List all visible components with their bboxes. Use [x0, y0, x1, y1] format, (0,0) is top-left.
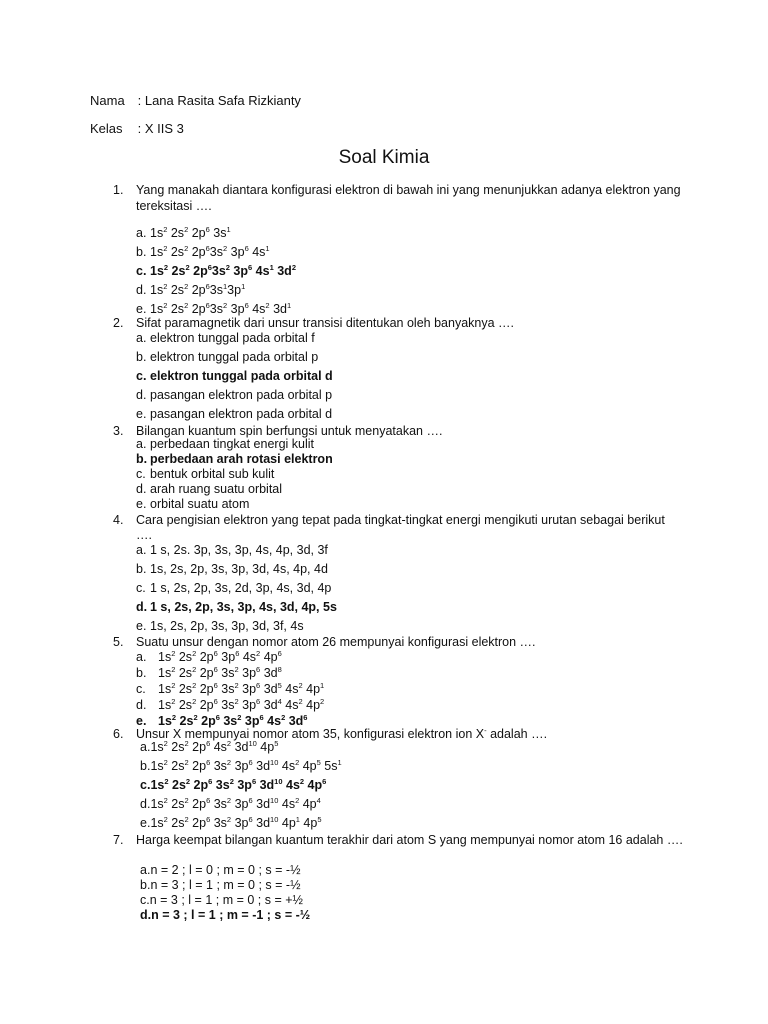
option-q2-c-answer: c. elektron tunggal pada orbital d [136, 369, 333, 383]
option-q5-c: c. $1s^2$ $2s^2$ $2p^6$ $3s^2$ $3p^6$ $3d^5$ $4s^2$ $4p^1$ [136, 681, 325, 696]
option-q4-e: e. 1s, 2s, 2p, 3s, 3p, 3d, 3f, 4s [136, 619, 304, 633]
question-stem: Yang manakah diantara konfigurasi elektron di bawah ini yang menunjukkan adanya elektron yang tereksitasi …. [136, 183, 681, 213]
option-q7-a: a.n = 2 ; l = 0 ; m = 0 ; s = -½ [140, 863, 301, 877]
question-number: 6. [113, 727, 124, 741]
option-q7-d-answer: d.n = 3 ; l = 1 ; m = -1 ; s = -½ [140, 908, 311, 922]
nama-value: : Lana Rasita Safa Rizkianty [137, 93, 301, 108]
page-title: Soal Kimia [338, 147, 430, 168]
question-number: 5. [113, 635, 124, 649]
question-number: 3. [113, 424, 124, 438]
option-q4-c: c. 1 s, 2s, 2p, 3s, 2d, 3p, 4s, 3d, 4p [136, 581, 332, 595]
question-stem: Harga keempat bilangan kuantum terakhir dari atom S yang mempunyai nomor atom 16 adalah …. [136, 833, 683, 847]
option-q5-a: a. $1s^2$ $2s^2$ $2p^6$ $3p^6$ $4s^2$ $4p^6$ [136, 649, 282, 664]
option-q3-a: a. perbedaan tingkat energi kulit [136, 437, 315, 451]
question-stem: Suatu unsur dengan nomor atom 26 mempunyai konfigurasi elektron …. [136, 635, 536, 649]
option-q6-e: $e.1s^2$ $2s^2$ $2p^6$ $3s^2$ $3p^6$ $3d^{10}$ $4p^1$ $4p^5$ [140, 815, 322, 830]
question-stem: Sifat paramagnetik dari unsur transisi ditentukan oleh banyaknya …. [136, 316, 514, 330]
option-q6-b: $b.1s^2$ $2s^2$ $2p^6$ $3s^2$ $3p^6$ $3d^{10}$ $4s^2$ $4p^5$ $5s^1$ [140, 758, 342, 773]
option-q1-c-answer: c. $1s^2$ $2s^2$ $2p^63s^2$ $3p^6$ $4s^1$ $3d^2$ [136, 263, 296, 278]
kelas-row [90, 121, 184, 137]
kelas-label: Kelas [90, 121, 123, 136]
option-q3-c: c. bentuk orbital sub kulit [136, 467, 275, 481]
kelas-value: : X IIS 3 [137, 121, 184, 136]
option-q1-b: b. $1s^2$ $2s^2$ $2p^63s^2$ $3p^6$ $4s^1$ [136, 244, 270, 259]
question-4 [113, 513, 683, 543]
question-1 [113, 182, 683, 214]
question-number: 7. [113, 833, 124, 847]
options-q7 [140, 863, 680, 923]
option-q4-a: a. 1 s, 2s. 3p, 3s, 3p, 4s, 4p, 3d, 3f [136, 543, 328, 557]
option-q4-d-answer: d. 1 s, 2s, 2p, 3s, 3p, 4s, 3d, 4p, 5s [136, 600, 337, 614]
options-q2 [136, 329, 676, 424]
option-q6-c-answer: $c.1s^2$ $2s^2$ $2p^6$ $3s^2$ $3p^6$ $3d^{10}$ $4s^2$ $4p^6$ [140, 777, 327, 792]
option-q5-d: d. $1s^2$ $2s^2$ $2p^6$ $3s^2$ $3p^6$ $3d^4$ $4s^2$ $4p^2$ [136, 697, 325, 712]
option-q5-b: b. $1s^2$ $2s^2$ $2p^6$ $3s^2$ $3p^6$ $3d^8$ [136, 665, 282, 680]
option-q7-c: c.n = 3 ; l = 1 ; m = 0 ; s = +½ [140, 893, 303, 907]
options-q3 [136, 437, 676, 512]
question-number: 4. [113, 513, 124, 527]
option-q2-e: e. pasangan elektron pada orbital d [136, 407, 333, 421]
option-q3-b-answer: b. perbedaan arah rotasi elektron [136, 452, 333, 466]
option-q1-e: e. $1s^2$ $2s^2$ $2p^63s^2$ $3p^6$ $4s^2$ $3d^1$ [136, 301, 292, 316]
option-q2-a: a. elektron tunggal pada orbital f [136, 331, 315, 345]
question-stem: Bilangan kuantum spin berfungsi untuk menyatakan …. [136, 424, 443, 438]
options-q1 [136, 224, 676, 319]
option-q1-a: a. $1s^2$ $2s^2$ $2p^6$ $3s^1$ [136, 225, 231, 240]
option-q3-d: d. arah ruang suatu orbital [136, 482, 283, 496]
option-q2-b: b. elektron tunggal pada orbital p [136, 350, 319, 364]
option-q4-b: b. 1s, 2s, 2p, 3s, 3p, 3d, 4s, 4p, 4d [136, 562, 328, 576]
question-stem: Unsur X mempunyai nomor atom 35, konfigurasi elektron ion X- adalah …. [136, 726, 548, 741]
question-5 [113, 635, 683, 650]
options-q4 [136, 541, 676, 636]
option-q3-e: e. orbital suatu atom [136, 497, 250, 511]
question-stem: Cara pengisian elektron yang tepat pada tingkat-tingkat energi mengikuti urutan sebagai berikut …. [136, 513, 665, 542]
option-q6-a: $a.1s^2$ $2s^2$ $2p^6$ $4s^2$ $3d^{10}$ $4p^5$ [140, 739, 279, 754]
option-q7-b: b.n = 3 ; l = 1 ; m = 0 ; s = -½ [140, 878, 301, 892]
question-number: 2. [113, 316, 124, 330]
nama-row [90, 93, 301, 109]
option-q1-d: d. $1s^2$ $2s^2$ $2p^63s^13p^1$ [136, 282, 246, 297]
option-q2-d: d. pasangan elektron pada orbital p [136, 388, 333, 402]
nama-label: Nama [90, 93, 125, 108]
option-q6-d: $d.1s^2$ $2s^2$ $2p^6$ $3s^2$ $3p^6$ $3d^{10}$ $4s^2$ $4p^4$ [140, 796, 321, 811]
question-7 [113, 833, 683, 848]
options-q6 [140, 738, 680, 833]
question-number: 1. [113, 183, 124, 197]
options-q5 [136, 649, 676, 729]
option-q5-e-answer: e. $1s^2$ $2s^2$ $2p^6$ $3s^2$ $3p^6$ $4s^2$ $3d^6$ [136, 713, 308, 728]
